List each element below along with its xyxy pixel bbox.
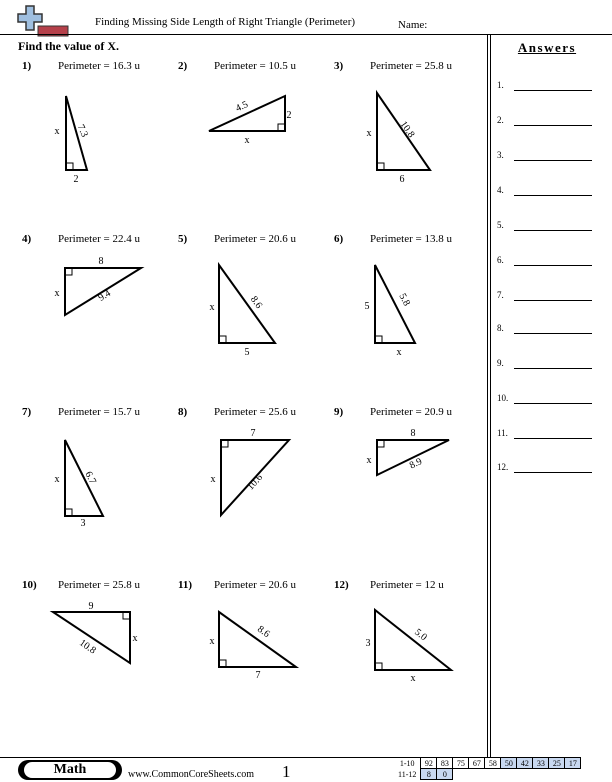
side-length-label: 8.6 — [255, 623, 272, 641]
problem-perimeter: Perimeter = 15.7 u — [58, 406, 140, 418]
answer-blank[interactable] — [514, 300, 592, 301]
score-cell: 92 — [421, 758, 437, 769]
answer-row — [497, 185, 597, 201]
answer-column-divider — [487, 35, 488, 757]
problem-number: 3) — [334, 60, 344, 72]
triangle-shape — [219, 612, 296, 667]
problem-perimeter: Perimeter = 13.8 u — [370, 233, 452, 245]
right-angle-marker — [65, 268, 72, 275]
answer-row — [497, 428, 597, 444]
problem-perimeter: Perimeter = 20.6 u — [214, 233, 296, 245]
answer-blank[interactable] — [514, 125, 592, 126]
answer-row — [497, 220, 597, 236]
answer-row — [497, 462, 597, 478]
side-length-label: 9 — [88, 601, 94, 612]
score-cell: 83 — [437, 758, 453, 769]
answer-row — [497, 80, 597, 96]
side-length-label: 10.8 — [397, 119, 417, 140]
problem-perimeter: Perimeter = 10.5 u — [214, 60, 296, 72]
side-length-label: x — [132, 633, 138, 644]
answer-number: 12. — [497, 462, 509, 472]
answer-blank[interactable] — [514, 472, 592, 473]
problem-number: 5) — [178, 233, 188, 245]
score-cell: 33 — [533, 758, 549, 769]
problem-number: 4) — [22, 233, 32, 245]
answer-row — [497, 290, 597, 306]
problem-perimeter: Perimeter = 20.6 u — [214, 579, 296, 591]
side-length-label: x — [210, 474, 216, 485]
answer-blank[interactable] — [514, 90, 592, 91]
side-length-label: x — [54, 474, 60, 485]
score-cell: 0 — [437, 769, 453, 780]
answer-row — [497, 358, 597, 374]
problem-number: 7) — [22, 406, 32, 418]
score-row — [396, 758, 581, 769]
score-cell: 67 — [469, 758, 485, 769]
answer-row — [497, 115, 597, 131]
problem-perimeter: Perimeter = 25.8 u — [58, 579, 140, 591]
side-length-label: x — [410, 673, 416, 684]
side-length-label: 8 — [410, 428, 416, 439]
page-number: 1 — [282, 762, 291, 781]
answer-row — [497, 393, 597, 409]
answer-number: 6. — [497, 255, 504, 265]
answer-number: 8. — [497, 323, 504, 333]
side-length-label: 2 — [286, 110, 292, 121]
side-length-label: 2 — [73, 174, 79, 185]
side-length-label: 7 — [255, 670, 261, 681]
answer-blank[interactable] — [514, 333, 592, 334]
score-cell: 17 — [565, 758, 581, 769]
instructions: Find the value of X. — [18, 39, 120, 53]
problem-perimeter: Perimeter = 25.6 u — [214, 406, 296, 418]
side-length-label: 4.5 — [233, 99, 250, 115]
answer-number: 10. — [497, 393, 509, 403]
triangle-shape — [377, 440, 449, 475]
answer-blank[interactable] — [514, 438, 592, 439]
answer-number: 3. — [497, 150, 504, 160]
side-length-label: x — [209, 636, 215, 647]
problem-perimeter: Perimeter = 22.4 u — [58, 233, 140, 245]
side-length-label: 10.8 — [77, 637, 98, 657]
problem-number: 9) — [334, 406, 344, 418]
score-range-label: 1-10 — [399, 758, 415, 768]
right-angle-marker — [65, 509, 72, 516]
triangle-shape — [375, 610, 451, 670]
side-length-label: 3 — [80, 518, 86, 529]
score-row — [396, 769, 581, 780]
score-cell: 75 — [453, 758, 469, 769]
answer-number: 9. — [497, 358, 504, 368]
answer-number: 1. — [497, 80, 504, 90]
side-length-label: 7 — [250, 428, 256, 439]
problem-number: 2) — [178, 60, 188, 72]
side-length-label: x — [366, 128, 372, 139]
right-angle-marker — [219, 660, 226, 667]
answer-blank[interactable] — [514, 403, 592, 404]
problem-perimeter: Perimeter = 16.3 u — [58, 60, 140, 72]
side-length-label: x — [366, 455, 372, 466]
right-angle-marker — [219, 336, 226, 343]
side-length-label: 5.8 — [396, 291, 412, 308]
answer-row — [497, 255, 597, 271]
math-badge — [18, 760, 122, 780]
answer-number: 4. — [497, 185, 504, 195]
side-length-label: x — [54, 288, 60, 299]
triangle-shape — [65, 440, 103, 516]
answer-number: 2. — [497, 115, 504, 125]
right-angle-marker — [278, 124, 285, 131]
logo-icon — [16, 4, 72, 38]
answer-blank[interactable] — [514, 230, 592, 231]
site-url: www.CommonCoreSheets.com — [128, 769, 255, 780]
side-length-label: 10.6 — [245, 472, 266, 493]
triangle-shape — [66, 96, 87, 170]
side-length-label: 8.6 — [247, 294, 265, 311]
problem-number: 12) — [334, 579, 349, 591]
side-length-label: 5 — [244, 347, 250, 358]
problem-perimeter: Perimeter = 20.9 u — [370, 406, 452, 418]
right-angle-marker — [375, 336, 382, 343]
triangle-shape — [375, 265, 415, 343]
problem-number: 8) — [178, 406, 188, 418]
answer-blank[interactable] — [514, 160, 592, 161]
triangle-shape — [221, 440, 289, 515]
triangle-shape — [209, 96, 285, 131]
right-angle-marker — [123, 612, 130, 619]
answer-blank[interactable] — [514, 265, 592, 266]
right-angle-marker — [377, 163, 384, 170]
problem-perimeter: Perimeter = 12 u — [370, 579, 444, 591]
problem-perimeter: Perimeter = 25.8 u — [370, 60, 452, 72]
score-table — [396, 757, 581, 780]
score-cell: 50 — [501, 758, 517, 769]
score-cell: 8 — [421, 769, 437, 780]
math-badge-label: Math — [24, 762, 116, 778]
triangle-shape — [65, 268, 141, 315]
answer-row — [497, 323, 597, 339]
side-length-label: 5.0 — [412, 626, 429, 644]
score-range-label: 11-12 — [398, 769, 417, 779]
score-cell: 58 — [485, 758, 501, 769]
score-cell: 25 — [549, 758, 565, 769]
worksheet-title: Finding Missing Side Length of Right Triangle (Perimeter) — [95, 16, 356, 28]
side-length-label: x — [209, 302, 215, 313]
side-length-label: x — [396, 347, 402, 358]
header-divider — [0, 34, 612, 35]
answer-number: 5. — [497, 220, 504, 230]
triangle-shape — [377, 93, 430, 170]
right-angle-marker — [221, 440, 228, 447]
score-cell: 42 — [517, 758, 533, 769]
right-angle-marker — [66, 163, 73, 170]
side-length-label: 6 — [399, 174, 405, 185]
side-length-label: x — [54, 126, 60, 137]
answer-column-divider-inner — [490, 35, 491, 757]
side-length-label: 5 — [364, 301, 370, 312]
answer-row — [497, 150, 597, 166]
side-length-label: 8 — [98, 256, 104, 267]
answer-number: 11. — [497, 428, 508, 438]
side-length-label: x — [244, 135, 250, 146]
answers-title: Answers — [517, 40, 577, 55]
right-angle-marker — [375, 663, 382, 670]
answer-number: 7. — [497, 290, 504, 300]
side-length-label: 9.4 — [96, 287, 113, 304]
name-label: Name: — [398, 19, 428, 31]
triangle-shape — [53, 612, 130, 663]
problem-number: 10) — [22, 579, 37, 591]
answer-blank[interactable] — [514, 368, 592, 369]
side-length-label: 3 — [365, 638, 371, 649]
problem-number: 6) — [334, 233, 344, 245]
triangle-shape — [219, 265, 275, 343]
side-length-label: 7.3 — [74, 123, 90, 139]
right-angle-marker — [377, 440, 384, 447]
answer-blank[interactable] — [514, 195, 592, 196]
problem-number: 11) — [178, 579, 193, 591]
side-length-label: 8.9 — [407, 456, 424, 472]
problem-number: 1) — [22, 60, 32, 72]
side-length-label: 6.7 — [82, 469, 98, 486]
